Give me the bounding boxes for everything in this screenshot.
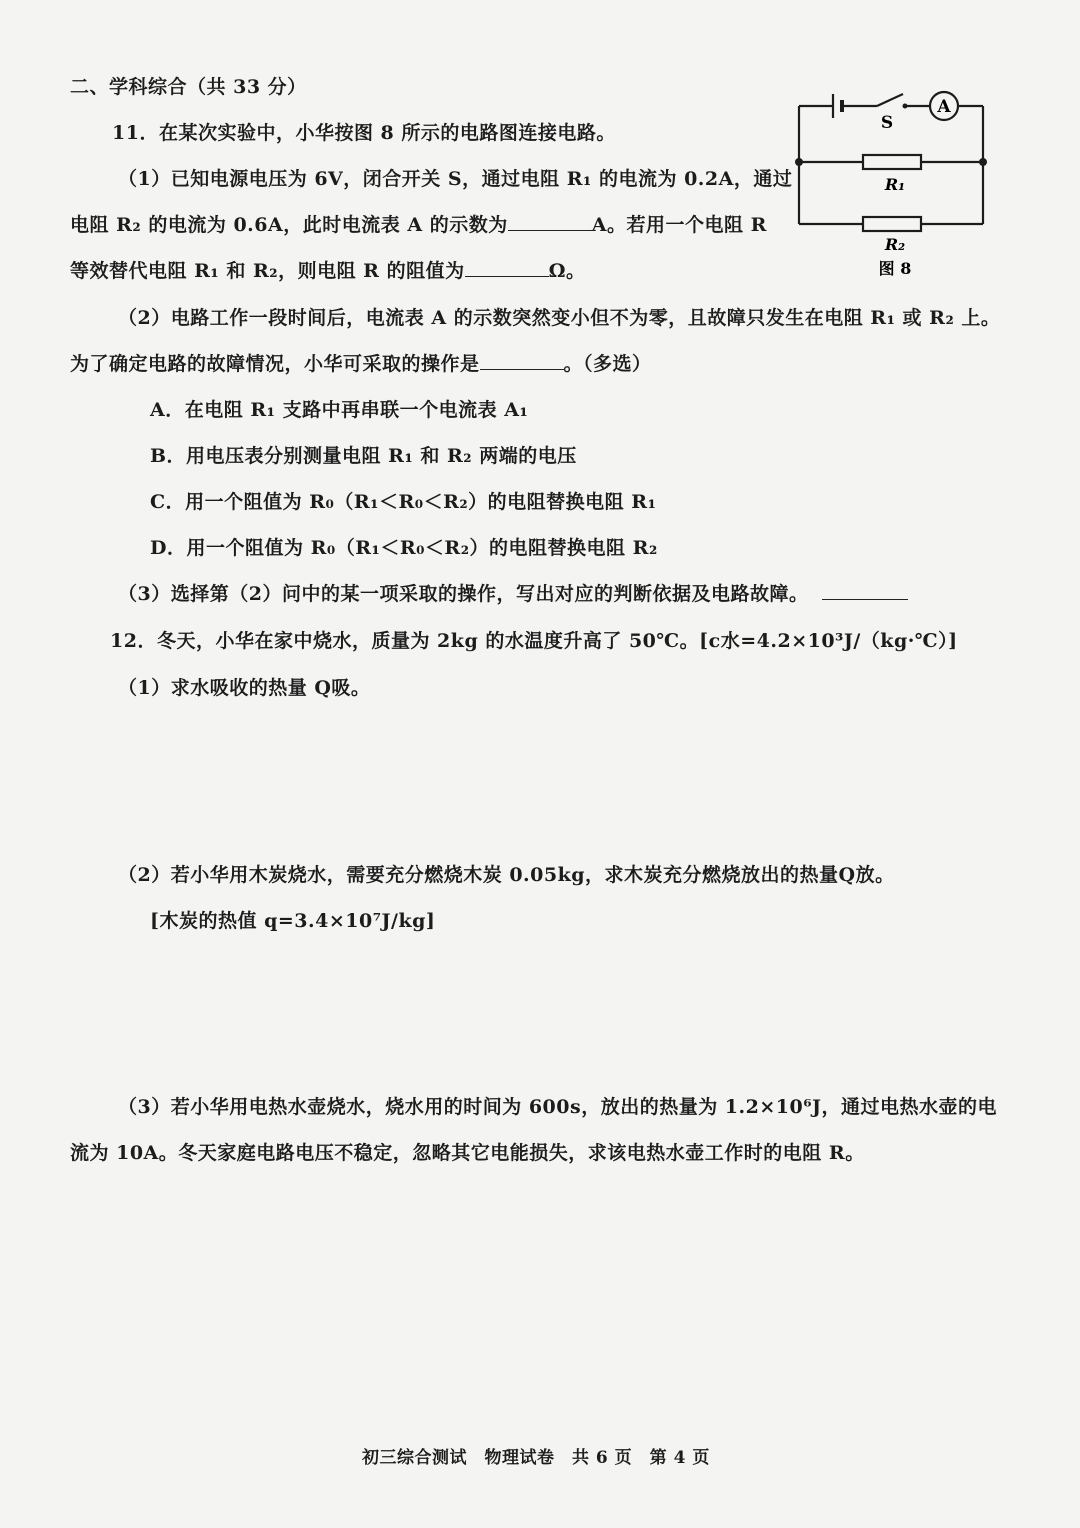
- switch-label: S: [880, 113, 894, 133]
- answer-blank-resistance[interactable]: [465, 258, 549, 277]
- q12-part2-line1: （2）若小华用木炭烧水，需要充分燃烧木炭 0.05kg，求木炭充分燃烧放出的热量Q放。: [118, 864, 895, 886]
- q11-part2-line2-text-b: 。（多选）: [563, 353, 652, 375]
- q11-part1-line2-text-b: A。若用一个电阻 R: [591, 214, 767, 236]
- section-title: 二、学科综合（共 33 分）: [70, 76, 307, 98]
- circuit-diagram: [785, 80, 995, 280]
- q11-part1-line3-text-a: 等效替代电阻 R₁ 和 R₂，则电阻 R 的阻值为: [70, 260, 465, 282]
- q11-part1-line1: （1）已知电源电压为 6V，闭合开关 S，通过电阻 R₁ 的电流为 0.2A，通过: [118, 168, 793, 190]
- q12-part3-line1: （3）若小华用电热水壶烧水，烧水用的时间为 600s，放出的热量为 1.2×10⁶J，通过电热水壶的电: [118, 1096, 998, 1118]
- q12-part1: （1）求水吸收的热量 Q吸。: [118, 677, 371, 699]
- page-footer: 初三综合测试 物理试卷 共 6 页 第 4 页: [362, 1448, 710, 1468]
- switch-contact: [903, 104, 908, 109]
- r2-label: R₂: [884, 235, 906, 254]
- junction-right: [979, 158, 987, 166]
- resistor-r1: [863, 155, 921, 169]
- answer-blank-fault[interactable]: [822, 581, 908, 600]
- junction-left: [795, 158, 803, 166]
- q12-part3-line2: 流为 10A。冬天家庭电路电压不稳定，忽略其它电能损失，求该电热水壶工作时的电阻 R。: [70, 1142, 865, 1164]
- q12-stem: 12．冬天，小华在家中烧水，质量为 2kg 的水温度升高了 50℃。[c水=4.2×10³J/（kg·℃）]: [110, 630, 958, 652]
- q11-part3: [118, 579, 908, 606]
- resistor-r2: [863, 217, 921, 231]
- figure-caption: 图 8: [878, 259, 912, 278]
- q11-part3-text: （3）选择第（2）问中的某一项采取的操作，写出对应的判断依据及电路故障。: [118, 583, 809, 605]
- q11-part2-line2: [70, 349, 652, 376]
- answer-blank-operation[interactable]: [480, 351, 564, 370]
- q11-part2-line1: （2）电路工作一段时间后，电流表 A 的示数突然变小但不为零，且故障只发生在电阻 R₁ 或 R₂ 上。: [118, 307, 1001, 329]
- answer-blank-current[interactable]: [508, 212, 592, 231]
- q11-part1-line2: [70, 210, 767, 237]
- q11-part1-line3-text-b: Ω。: [548, 260, 586, 282]
- q11-stem: 11．在某次实验中，小华按图 8 所示的电路图连接电路。: [112, 122, 616, 144]
- r1-label: R₁: [884, 175, 906, 194]
- option-d: D．用一个阻值为 R₀（R₁＜R₀＜R₂）的电阻替换电阻 R₂: [150, 537, 658, 559]
- ammeter-label: A: [937, 97, 951, 117]
- q12-part2-line2: [木炭的热值 q=3.4×10⁷J/kg]: [150, 910, 436, 932]
- switch-blade: [877, 94, 903, 106]
- option-a: A．在电阻 R₁ 支路中再串联一个电流表 A₁: [150, 399, 529, 421]
- option-c: C．用一个阻值为 R₀（R₁＜R₀＜R₂）的电阻替换电阻 R₁: [150, 491, 657, 513]
- q11-part1-line3: [70, 256, 586, 283]
- q11-part2-line2-text-a: 为了确定电路的故障情况，小华可采取的操作是: [70, 353, 480, 375]
- q11-part1-line2-text-a: 电阻 R₂ 的电流为 0.6A，此时电流表 A 的示数为: [70, 214, 508, 236]
- option-b: B．用电压表分别测量电阻 R₁ 和 R₂ 两端的电压: [150, 445, 577, 467]
